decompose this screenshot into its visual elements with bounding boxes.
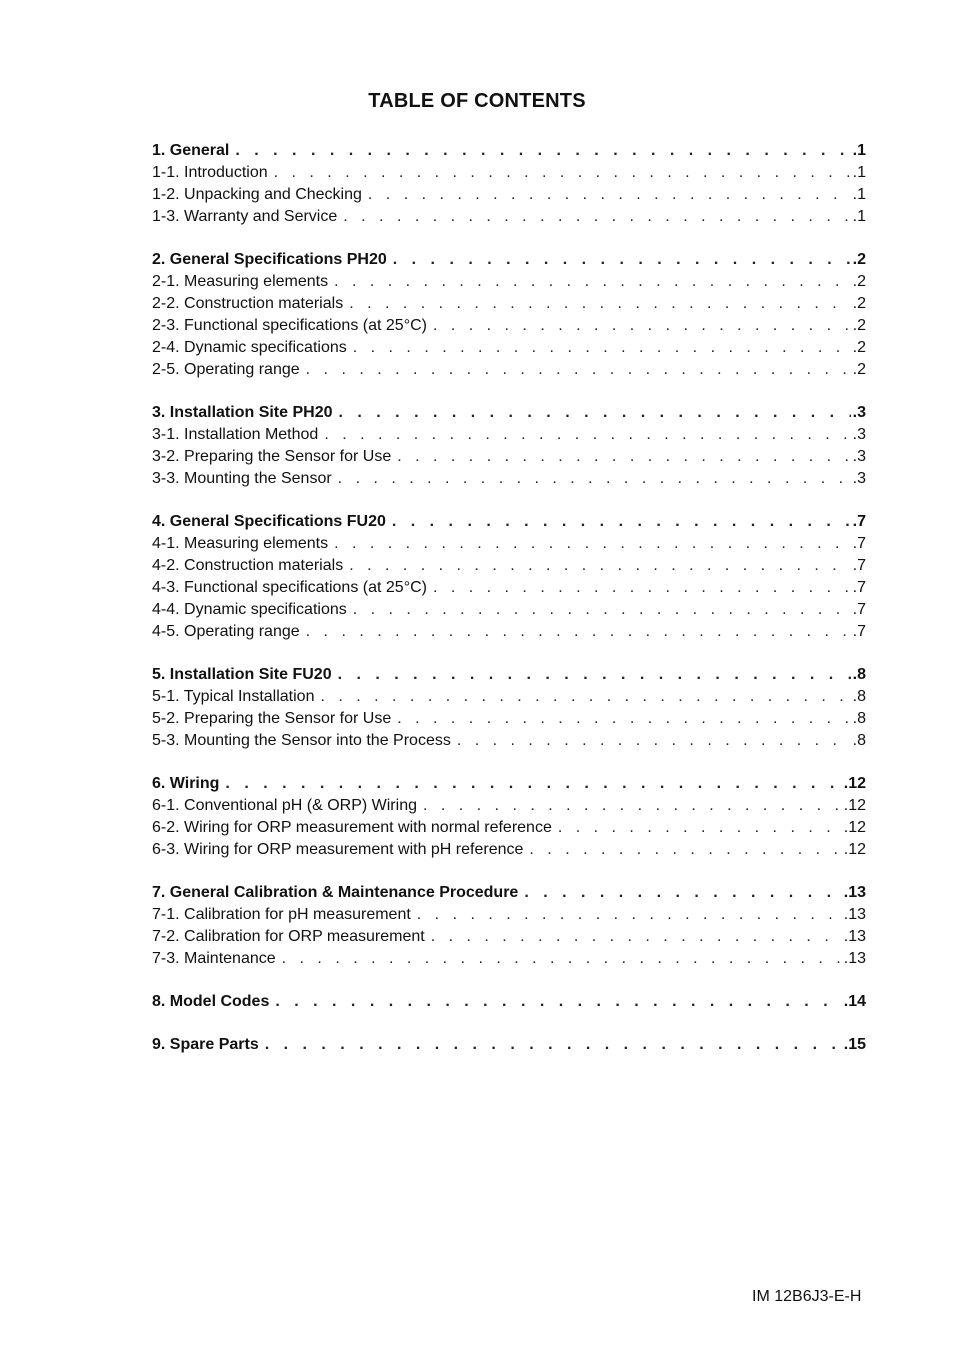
dot-leader <box>349 293 850 315</box>
toc-entry-label: 2-4. Dynamic specifications <box>152 339 347 356</box>
toc-entry-label: 3-1. Installation Method <box>152 426 319 443</box>
toc-heading[interactable] <box>152 402 866 424</box>
toc-entry-label: 7-1. Calibration for pH measurement <box>152 906 411 923</box>
toc-page-number: .2 <box>852 273 866 290</box>
toc-page-number: .2 <box>852 317 866 334</box>
toc-entry-label: 2-3. Functional specifications (at 25°C) <box>152 317 427 334</box>
document-id: IM 12B6J3-E-H <box>752 1288 862 1305</box>
toc-page-number: .14 <box>843 993 866 1010</box>
toc-entry-label: 2-5. Operating range <box>152 361 300 378</box>
toc-section <box>152 773 866 861</box>
toc-item[interactable] <box>152 359 866 381</box>
toc-entry-label: 8. Model Codes <box>152 993 270 1010</box>
toc-page-number: .2 <box>852 295 866 312</box>
toc-page-number: .12 <box>843 819 866 836</box>
toc-page-number: .7 <box>852 535 866 552</box>
page-title: TABLE OF CONTENTS <box>368 90 586 112</box>
toc-entry-label: 6. Wiring <box>152 775 220 792</box>
dot-leader <box>353 337 851 359</box>
toc-page-number: .3 <box>852 426 866 443</box>
toc-item[interactable] <box>152 948 866 970</box>
dot-leader <box>353 599 851 621</box>
dot-leader <box>282 948 842 970</box>
toc-page-number: .1 <box>852 164 866 181</box>
toc-section <box>152 882 866 970</box>
toc-section <box>152 511 866 643</box>
toc-entry-label: 1-3. Warranty and Service <box>152 208 338 225</box>
toc-entry-label: 1. General <box>152 142 230 159</box>
toc-item[interactable] <box>152 577 866 599</box>
toc-entry-label: 1-1. Introduction <box>152 164 268 181</box>
toc-page-number: .7 <box>852 579 866 596</box>
toc-section <box>152 1034 866 1056</box>
toc-item[interactable] <box>152 599 866 621</box>
toc-item[interactable] <box>152 555 866 577</box>
toc-heading[interactable] <box>152 1034 866 1056</box>
toc-item[interactable] <box>152 446 866 468</box>
dot-leader <box>393 249 851 271</box>
toc-item[interactable] <box>152 315 866 337</box>
toc-page-number: .12 <box>843 841 866 858</box>
dot-leader <box>457 730 851 752</box>
toc-entry-label: 2-2. Construction materials <box>152 295 344 312</box>
toc-entry-label: 3. Installation Site PH20 <box>152 404 333 421</box>
dot-leader <box>265 1034 842 1056</box>
toc-entry-label: 4-2. Construction materials <box>152 557 344 574</box>
toc-entry-label: 4. General Specifications FU20 <box>152 513 386 530</box>
toc-heading[interactable] <box>152 991 866 1013</box>
toc-page-number: .13 <box>843 928 866 945</box>
dot-leader <box>558 817 842 839</box>
toc-section <box>152 402 866 490</box>
toc-page-number: .13 <box>843 906 866 923</box>
toc-entry-label: 5-3. Mounting the Sensor into the Process <box>152 732 451 749</box>
toc-entry-label: 4-1. Measuring elements <box>152 535 329 552</box>
toc-item[interactable] <box>152 206 866 228</box>
toc-entry-label: 7. General Calibration & Maintenance Procedure <box>152 884 519 901</box>
dot-leader <box>274 162 851 184</box>
toc-page-number: .1 <box>852 142 866 159</box>
toc-page-number: .15 <box>843 1036 866 1053</box>
toc-entry-label: 4-5. Operating range <box>152 623 300 640</box>
toc-entry-label: 5. Installation Site FU20 <box>152 666 332 683</box>
toc-entry-label: 6-2. Wiring for ORP measurement with normal reference <box>152 819 552 836</box>
toc-item[interactable] <box>152 621 866 643</box>
table-of-contents <box>152 140 866 1077</box>
toc-page-number: .8 <box>852 732 866 749</box>
toc-page-number: .13 <box>843 950 866 967</box>
toc-page-number: .1 <box>852 186 866 203</box>
dot-leader <box>524 882 841 904</box>
toc-item[interactable] <box>152 271 866 293</box>
toc-entry-label: 7-3. Maintenance <box>152 950 276 967</box>
toc-entry-label: 4-4. Dynamic specifications <box>152 601 347 618</box>
toc-page-number: .3 <box>852 470 866 487</box>
toc-page-number: .1 <box>852 208 866 225</box>
toc-page-number: .13 <box>843 884 866 901</box>
dot-leader <box>334 533 851 555</box>
dot-leader <box>306 621 851 643</box>
toc-item[interactable] <box>152 533 866 555</box>
dot-leader <box>431 926 842 948</box>
dot-leader <box>306 359 851 381</box>
dot-leader <box>433 315 851 337</box>
dot-leader <box>343 206 850 228</box>
toc-page-number: .12 <box>843 775 866 792</box>
toc-entry-label: 6-1. Conventional pH (& ORP) Wiring <box>152 797 417 814</box>
toc-entry-label: 3-2. Preparing the Sensor for Use <box>152 448 392 465</box>
toc-item[interactable] <box>152 708 866 730</box>
toc-entry-label: 5-1. Typical Installation <box>152 688 315 705</box>
toc-entry-label: 3-3. Mounting the Sensor <box>152 470 332 487</box>
dot-leader <box>334 271 851 293</box>
toc-item[interactable] <box>152 468 866 490</box>
toc-section <box>152 249 866 381</box>
toc-section <box>152 140 866 228</box>
toc-page-number: .8 <box>852 666 866 683</box>
dot-leader <box>433 577 851 599</box>
toc-item[interactable] <box>152 686 866 708</box>
dot-leader <box>392 511 851 533</box>
dot-leader <box>320 686 850 708</box>
dot-leader <box>397 708 850 730</box>
toc-heading[interactable] <box>152 140 866 162</box>
toc-entry-label: 4-3. Functional specifications (at 25°C) <box>152 579 427 596</box>
dot-leader <box>368 184 851 206</box>
toc-entry-label: 9. Spare Parts <box>152 1036 259 1053</box>
toc-page-number: .7 <box>852 513 866 530</box>
toc-heading[interactable] <box>152 773 866 795</box>
toc-item[interactable] <box>152 926 866 948</box>
dot-leader <box>338 468 851 490</box>
dot-leader <box>338 664 851 686</box>
toc-item[interactable] <box>152 795 866 817</box>
toc-page-number: .7 <box>852 601 866 618</box>
toc-item[interactable] <box>152 424 866 446</box>
dot-leader <box>225 773 841 795</box>
toc-page-number: .3 <box>852 448 866 465</box>
toc-entry-label: 5-2. Preparing the Sensor for Use <box>152 710 392 727</box>
toc-entry-label: 2. General Specifications PH20 <box>152 251 387 268</box>
toc-item[interactable] <box>152 904 866 926</box>
toc-page-number: .8 <box>852 688 866 705</box>
toc-heading[interactable] <box>152 511 866 533</box>
toc-item[interactable] <box>152 839 866 861</box>
toc-page-number: .2 <box>852 339 866 356</box>
dot-leader <box>324 424 850 446</box>
dot-leader <box>417 904 842 926</box>
toc-item[interactable] <box>152 184 866 206</box>
toc-page-number: .7 <box>852 623 866 640</box>
toc-item[interactable] <box>152 162 866 184</box>
toc-page-number: .2 <box>852 251 866 268</box>
toc-page-number: .7 <box>852 557 866 574</box>
toc-entry-label: 6-3. Wiring for ORP measurement with pH reference <box>152 841 524 858</box>
toc-entry-label: 2-1. Measuring elements <box>152 273 329 290</box>
toc-item[interactable] <box>152 730 866 752</box>
toc-heading[interactable] <box>152 249 866 271</box>
toc-page-number: .8 <box>852 710 866 727</box>
dot-leader <box>275 991 841 1013</box>
toc-item[interactable] <box>152 817 866 839</box>
dot-leader <box>339 402 851 424</box>
dot-leader <box>529 839 841 861</box>
toc-page-number: .12 <box>843 797 866 814</box>
dot-leader <box>349 555 850 577</box>
toc-page-number: .2 <box>852 361 866 378</box>
toc-section <box>152 991 866 1013</box>
dot-leader <box>235 140 850 162</box>
toc-entry-label: 1-2. Unpacking and Checking <box>152 186 362 203</box>
toc-item[interactable] <box>152 293 866 315</box>
toc-entry-label: 7-2. Calibration for ORP measurement <box>152 928 425 945</box>
toc-page-number: .3 <box>852 404 866 421</box>
dot-leader <box>397 446 850 468</box>
toc-heading[interactable] <box>152 664 866 686</box>
toc-section <box>152 664 866 752</box>
toc-heading[interactable] <box>152 882 866 904</box>
toc-item[interactable] <box>152 337 866 359</box>
dot-leader <box>423 795 842 817</box>
